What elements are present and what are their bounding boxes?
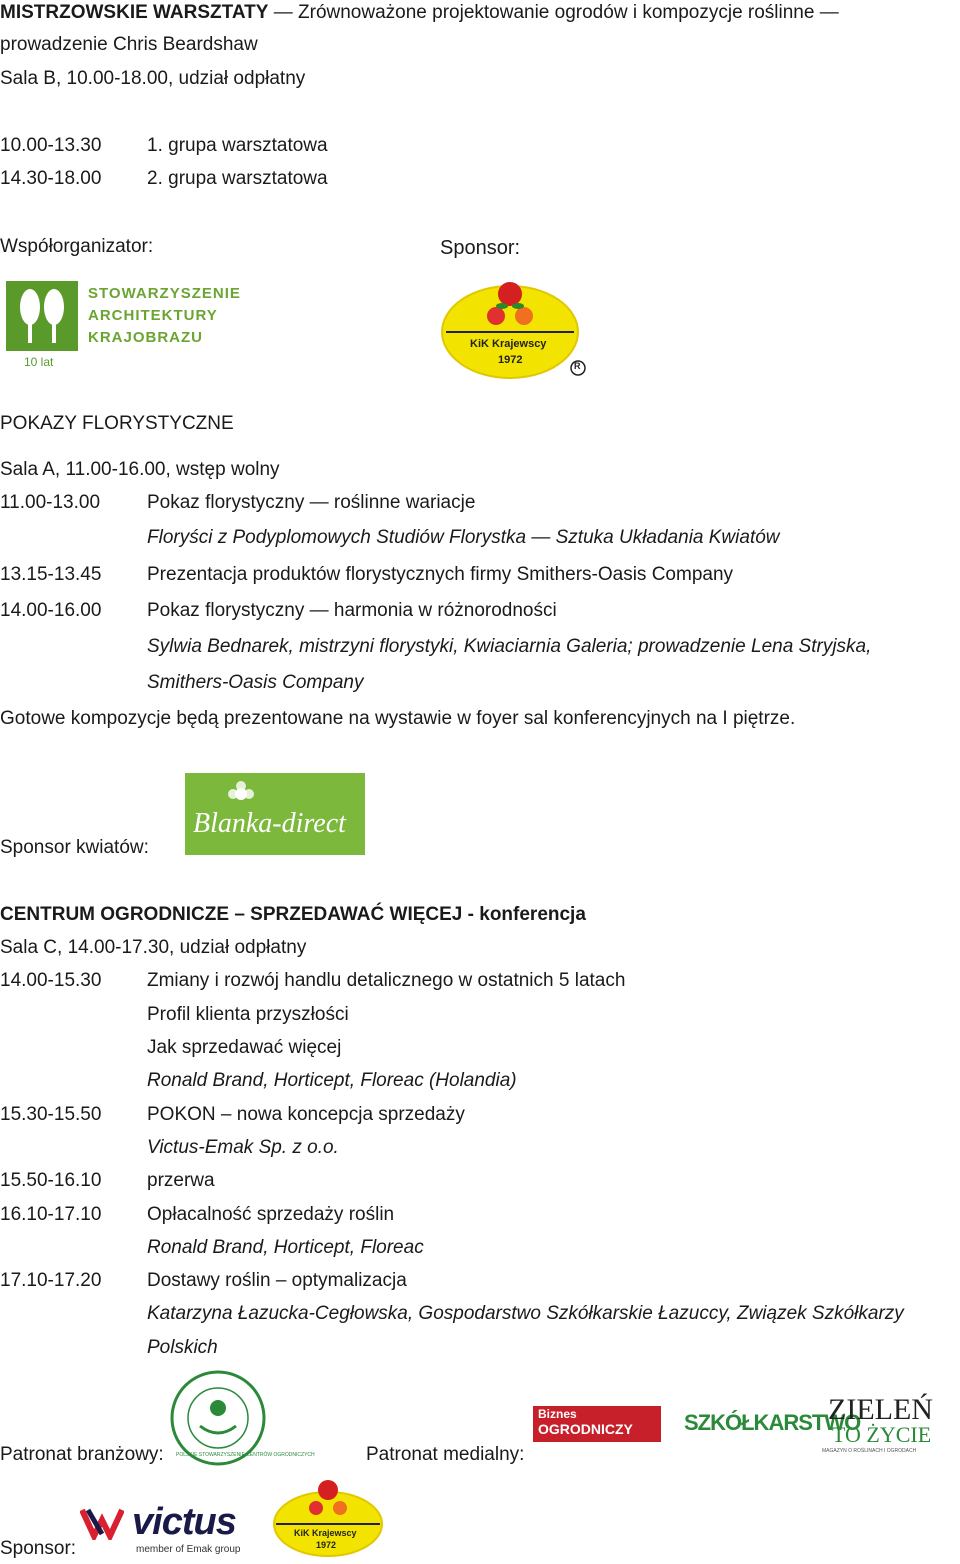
- patron-media-label: Patronat medialny:: [366, 1444, 525, 1465]
- gc-time-5: 17.10-17.20: [0, 1270, 102, 1291]
- victus-logo: [80, 1501, 276, 1558]
- biznes-line2: OGRODNICZY: [538, 1421, 633, 1437]
- floristry-desc-2: Prezentacja produktów florystycznych firmy Smithers-Oasis Company: [147, 564, 734, 585]
- workshop-title: [0, 2, 839, 25]
- gc-line-3: przerwa: [147, 1170, 215, 1191]
- psco-logo: [170, 1370, 315, 1466]
- sak-tree-icon: [6, 281, 78, 351]
- gc-time-4: 16.10-17.10: [0, 1204, 102, 1225]
- krajewscy-logo-footer: [272, 1474, 384, 1558]
- floristry-desc-3: Pokaz florystyczny — harmonia w różnorodności: [147, 600, 557, 621]
- floristry-time-3: 14.00-16.00: [0, 600, 102, 621]
- zielen-line1: ZIELEŃ: [828, 1393, 933, 1426]
- registered-mark: R: [574, 361, 581, 371]
- flower-sponsor-label: Sponsor kwiatów:: [0, 837, 149, 858]
- floristry-sub-3b: Smithers-Oasis Company: [147, 672, 364, 693]
- gc-time-1: 14.00-15.30: [0, 970, 102, 991]
- patron-industry-label: Patronat branżowy:: [0, 1444, 164, 1465]
- gc-speaker-2: Victus-Emak Sp. z o.o.: [147, 1137, 339, 1158]
- krajewscy-year: 1972: [498, 354, 523, 366]
- psco-text: POLSKIE STOWARZYSZENIE CENTRÓW OGRODNICZYCH: [176, 1452, 315, 1458]
- gc-line-2: POKON – nowa koncepcja sprzedaży: [147, 1104, 465, 1125]
- floristry-sub-3a: Sylwia Bednarek, mistrzyni florystyki, Kwiaciarnia Galeria; prowadzenie Lena Stryjska,: [147, 636, 872, 657]
- krajewscy-logo: [440, 272, 588, 380]
- garden-centre-venue: Sala C, 14.00-17.30, udział odpłatny: [0, 937, 307, 958]
- gc-line-4: Opłacalność sprzedaży roślin: [147, 1204, 395, 1225]
- blanka-text: Blanka-direct: [193, 808, 346, 839]
- victus-mark-icon: [80, 1506, 124, 1540]
- gc-speaker-4: Ronald Brand, Horticept, Floreac: [147, 1237, 424, 1258]
- szkolkarstwo-logo: [684, 1404, 861, 1444]
- krajewscy-footer-name: KiK Krajewscy: [294, 1528, 357, 1538]
- krajewscy-footer-year: 1972: [316, 1540, 337, 1550]
- floristry-time-1: 11.00-13.00: [0, 492, 101, 513]
- workshop-time-2: 14.30-18.00: [0, 168, 102, 189]
- garden-centre-heading: CENTRUM OGRODNICZE – SPRZEDAWAĆ WIĘCEJ - konferencja: [0, 904, 586, 925]
- zielen-line2: TO ŻYCIE: [832, 1422, 932, 1447]
- workshop-time-1: 10.00-13.30: [0, 135, 102, 156]
- krajewscy-name: KiK Krajewscy: [470, 338, 547, 350]
- sak-line1: STOWARZYSZENIE: [88, 285, 241, 302]
- gc-line-1a: Zmiany i rozwój handlu detalicznego w ostatnich 5 latach: [147, 970, 626, 991]
- sak-line2: ARCHITEKTURY: [88, 307, 218, 324]
- gc-speaker-5b: Polskich: [147, 1337, 218, 1358]
- gc-line-5: Dostawy roślin – optymalizacja: [147, 1270, 407, 1291]
- floristry-time-2: 13.15-13.45: [0, 564, 102, 585]
- sak-years: 10 lat: [24, 355, 54, 369]
- sak-logo: [6, 281, 242, 373]
- gc-line-1b: Profil klienta przyszłości: [147, 1004, 349, 1025]
- gc-speaker-5a: Katarzyna Łazucka-Cegłowska, Gospodarstwo Szkółkarskie Łazuccy, Związek Szkółkarzy: [147, 1303, 904, 1324]
- workshop-leader: prowadzenie Chris Beardshaw: [0, 34, 258, 55]
- szkolkarstwo-text: SZKÓŁKARSTWO: [684, 1410, 861, 1435]
- workshop-desc-2: 2. grupa warsztatowa: [147, 168, 328, 189]
- coorganizer-label: Współorganizator:: [0, 236, 154, 257]
- floristry-sub-1: Floryści z Podyplomowych Studiów Florystka — Sztuka Układania Kwiatów: [147, 527, 780, 548]
- floristry-note: Gotowe kompozycje będą prezentowane na wystawie w foyer sal konferencyjnych na I piętrze.: [0, 708, 796, 729]
- biznes-line1: Biznes: [538, 1407, 577, 1421]
- gc-line-1c: Jak sprzedawać więcej: [147, 1037, 342, 1058]
- sponsor-label: Sponsor:: [440, 237, 521, 259]
- victus-sub: member of Emak group: [136, 1544, 241, 1555]
- zielen-to-zycie-logo: [822, 1392, 938, 1460]
- gc-time-3: 15.50-16.10: [0, 1170, 102, 1191]
- workshop-venue: Sala B, 10.00-18.00, udział odpłatny: [0, 68, 306, 89]
- workshop-desc-1: 1. grupa warsztatowa: [147, 135, 328, 156]
- sak-line3: KRAJOBRAZU: [88, 329, 203, 346]
- floristry-desc-1: Pokaz florystyczny — roślinne wariacje: [147, 492, 476, 513]
- blanka-direct-logo: [185, 773, 365, 855]
- biznes-ogrodniczy-logo: [533, 1406, 661, 1442]
- floristry-heading: POKAZY FLORYSTYCZNE: [0, 413, 234, 434]
- zielen-line3: MAGAZYN O ROŚLINACH I OGRODACH: [822, 1448, 917, 1454]
- flower-icon: [221, 779, 261, 809]
- workshop-title-rest: — Zrównoważone projektowanie ogrodów i kompozycje roślinne —: [273, 2, 839, 23]
- footer-sponsor-label: Sponsor:: [0, 1538, 77, 1559]
- gc-speaker-1: Ronald Brand, Horticept, Floreac (Holandia): [147, 1070, 517, 1091]
- floristry-venue: Sala A, 11.00-16.00, wstęp wolny: [0, 459, 280, 480]
- workshop-title-bold: MISTRZOWSKIE WARSZTATY: [0, 2, 269, 23]
- victus-text: victus: [132, 1501, 236, 1543]
- gc-time-2: 15.30-15.50: [0, 1104, 102, 1125]
